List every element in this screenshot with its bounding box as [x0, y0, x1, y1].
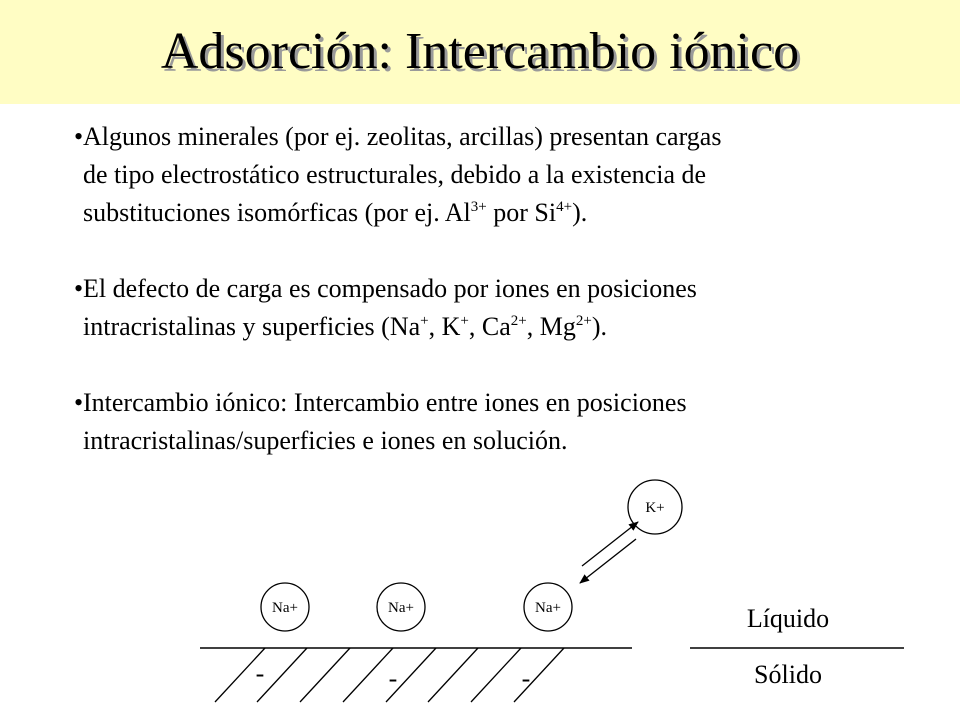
- k-charge-superscript: +: [460, 313, 469, 329]
- surface-charge: -: [521, 664, 531, 693]
- ion-label: K+: [645, 500, 665, 516]
- bullet-marker: •: [74, 274, 84, 303]
- al-charge-superscript: 3+: [470, 199, 487, 215]
- surface-charge: -: [255, 659, 265, 688]
- surface-ion-2: [377, 583, 425, 631]
- bullet-3-line-2: intracristalinas/superficies e iones en solución.: [83, 426, 568, 455]
- bullet-2-text-2b: , K: [428, 312, 461, 341]
- bullet-2-text-2e: ).: [591, 312, 607, 341]
- ion-label: Na+: [272, 600, 298, 616]
- ion-label: Na+: [388, 600, 414, 616]
- bullet-3-text-1: Intercambio iónico: Intercambio entre iones en posiciones: [83, 388, 687, 417]
- si-charge-superscript: 4+: [556, 199, 573, 215]
- bullet-1-text-3c: ).: [572, 198, 588, 227]
- na-charge-superscript: +: [420, 313, 429, 329]
- bullet-2-text-2d: , Mg: [526, 312, 576, 341]
- surface-ion-1: [261, 583, 309, 631]
- bullet-1-text-1: Algunos minerales (por ej. zeolitas, arcillas) presentan cargas: [83, 122, 722, 151]
- slide-title: Adsorción: Intercambio iónico: [160, 23, 800, 80]
- bullet-marker: •: [74, 122, 84, 151]
- solution-ion: [628, 480, 682, 534]
- ca-charge-superscript: 2+: [510, 313, 527, 329]
- solid-phase-label: Sólido: [754, 660, 822, 689]
- bullet-marker: •: [74, 388, 84, 417]
- bullet-1-text-3b: por Si: [486, 198, 557, 227]
- mg-charge-superscript: 2+: [575, 313, 592, 329]
- bullet-2-text-2c: , Ca: [468, 312, 511, 341]
- liquid-phase-label: Líquido: [746, 604, 830, 633]
- ion-label: Na+: [535, 600, 561, 616]
- surface-charge: -: [388, 664, 398, 693]
- bullet-1-text-3a: substituciones isomórficas (por ej. Al: [83, 198, 471, 227]
- surface-ion-3: [524, 583, 572, 631]
- bullet-2-text-1: El defecto de carga es compensado por iones en posiciones: [83, 274, 697, 303]
- bullet-2-text-2a: intracristalinas y superficies (Na: [83, 312, 421, 341]
- bullet-1-line-2: de tipo electrostático estructurales, debido a la existencia de: [83, 160, 707, 189]
